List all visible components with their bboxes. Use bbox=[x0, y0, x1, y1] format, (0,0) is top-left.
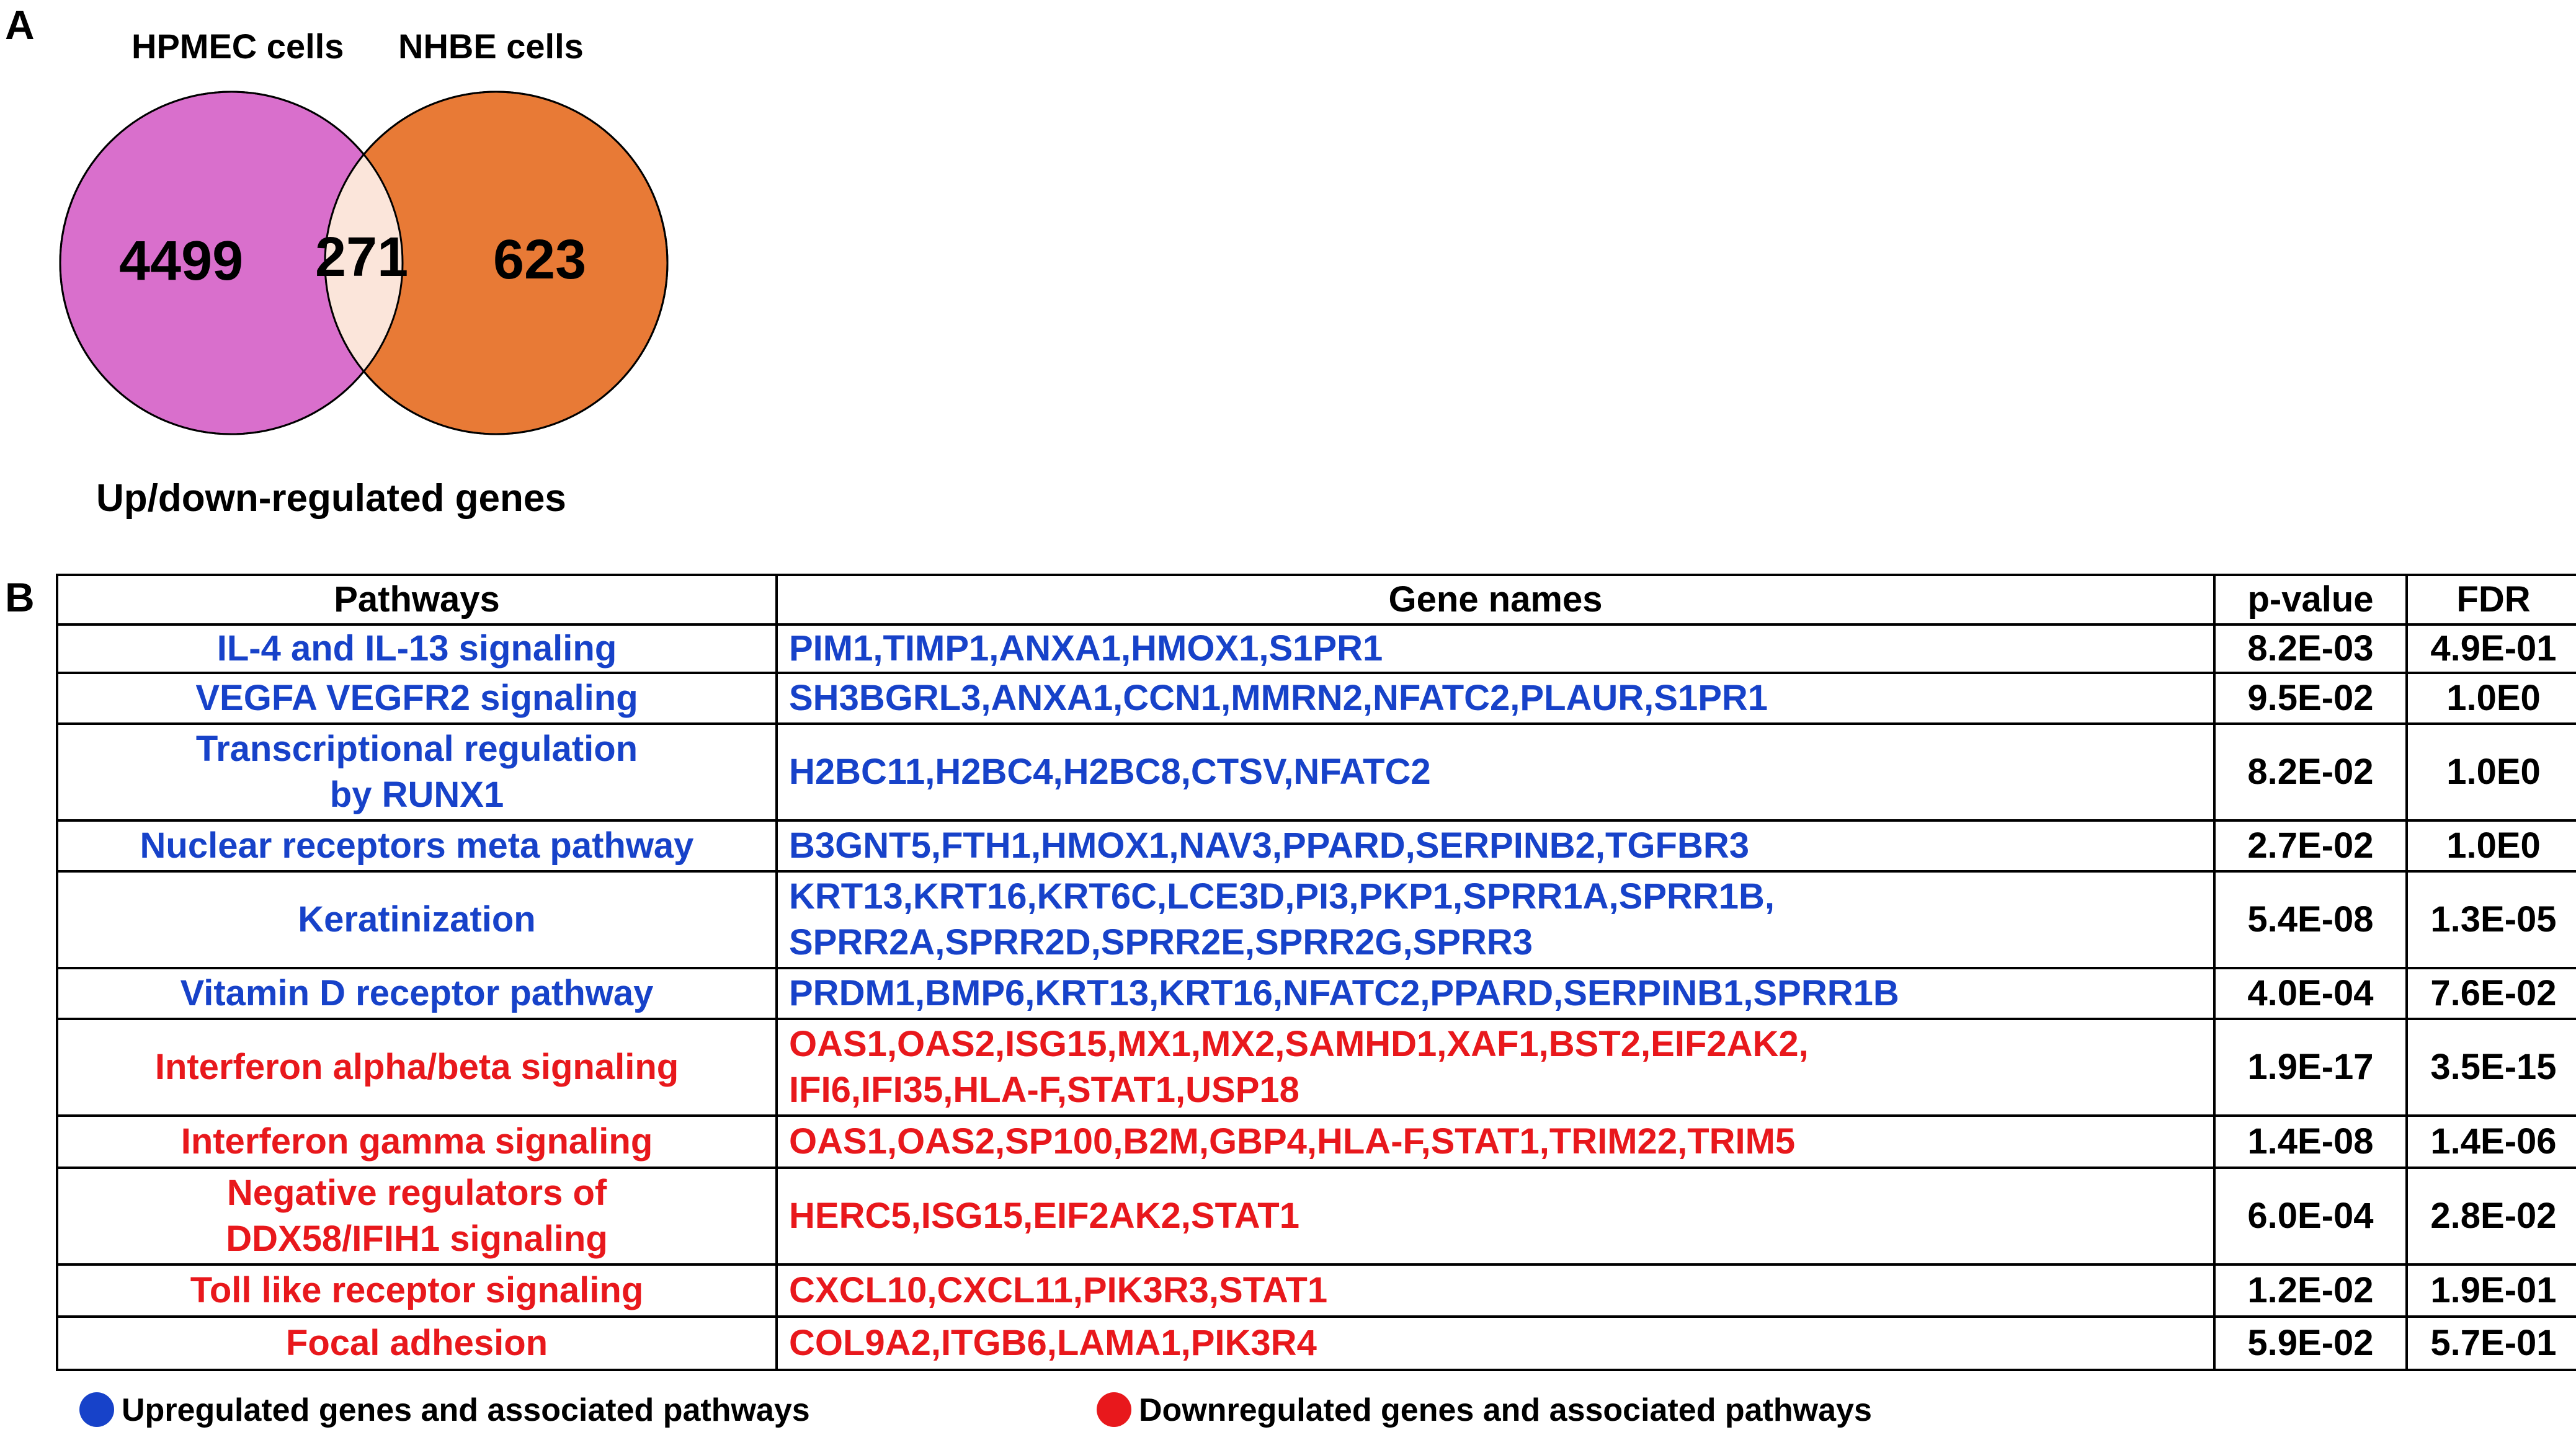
fdr-value: 1.4E-06 bbox=[2407, 1116, 2576, 1168]
header-p-value: p-value bbox=[2214, 575, 2407, 624]
venn-count-hpmec-only: 4499 bbox=[119, 230, 244, 292]
fdr-value: 1.0E0 bbox=[2407, 673, 2576, 724]
table-row bbox=[57, 968, 2576, 1019]
venn-label-hpmec: HPMEC cells bbox=[131, 27, 344, 66]
table-row bbox=[57, 673, 2576, 724]
fdr-value: 4.9E-01 bbox=[2407, 624, 2576, 673]
red-dot-icon bbox=[1097, 1392, 1131, 1427]
gene-names: PIM1,TIMP1,ANXA1,HMOX1,S1PR1 bbox=[777, 624, 2214, 673]
gene-names-line1: OAS1,OAS2,ISG15,MX1,MX2,SAMHD1,XAF1,BST2,EIF2AK2, bbox=[789, 1024, 1809, 1064]
fdr-value: 1.0E0 bbox=[2407, 724, 2576, 820]
fdr-value: 3.5E-15 bbox=[2407, 1019, 2576, 1116]
pathway-name: Vitamin D receptor pathway bbox=[57, 968, 777, 1019]
pathway-name-line2: DDX58/IFIH1 signaling bbox=[226, 1219, 608, 1259]
p-value: 4.0E-04 bbox=[2214, 968, 2407, 1019]
gene-names: PRDM1,BMP6,KRT13,KRT16,NFATC2,PPARD,SERPINB1,SPRR1B bbox=[777, 968, 2214, 1019]
table-row bbox=[57, 1116, 2576, 1168]
gene-names-line2: IFI6,IFI35,HLA-F,STAT1,USP18 bbox=[789, 1070, 1299, 1110]
gene-names: CXCL10,CXCL11,PIK3R3,STAT1 bbox=[777, 1264, 2214, 1317]
pathway-name: Interferon gamma signaling bbox=[57, 1116, 777, 1168]
table-row bbox=[57, 1264, 2576, 1317]
table-row bbox=[57, 1317, 2576, 1370]
pathway-name-line2: by RUNX1 bbox=[329, 775, 504, 815]
gene-names: H2BC11,H2BC4,H2BC8,CTSV,NFATC2 bbox=[777, 724, 2214, 820]
header-pathways: Pathways bbox=[57, 575, 777, 624]
blue-dot-icon bbox=[79, 1392, 114, 1427]
header-gene-names: Gene names bbox=[777, 575, 2214, 624]
pathway-name: VEGFA VEGFR2 signaling bbox=[57, 673, 777, 724]
p-value: 1.9E-17 bbox=[2214, 1019, 2407, 1116]
fdr-value: 1.0E0 bbox=[2407, 820, 2576, 871]
panel-a-letter: A bbox=[5, 2, 35, 48]
gene-names: SH3BGRL3,ANXA1,CCN1,MMRN2,NFATC2,PLAUR,S1PR1 bbox=[777, 673, 2214, 724]
table-row bbox=[57, 1019, 2576, 1116]
legend-downregulated bbox=[1097, 1392, 1872, 1429]
gene-names: B3GNT5,FTH1,HMOX1,NAV3,PPARD,SERPINB2,TGFBR3 bbox=[777, 820, 2214, 871]
fdr-value: 7.6E-02 bbox=[2407, 968, 2576, 1019]
p-value: 8.2E-03 bbox=[2214, 624, 2407, 673]
pathway-table bbox=[56, 574, 2576, 1371]
panel-b-letter: B bbox=[5, 574, 35, 620]
p-value: 2.7E-02 bbox=[2214, 820, 2407, 871]
table-row bbox=[57, 1168, 2576, 1264]
table-row bbox=[57, 871, 2576, 968]
p-value: 1.2E-02 bbox=[2214, 1264, 2407, 1317]
venn-count-nhbe-only: 623 bbox=[493, 229, 587, 291]
fdr-value: 1.3E-05 bbox=[2407, 871, 2576, 968]
pathway-name: Keratinization bbox=[57, 871, 777, 968]
fdr-value: 1.9E-01 bbox=[2407, 1264, 2576, 1317]
gene-names: COL9A2,ITGB6,LAMA1,PIK3R4 bbox=[777, 1317, 2214, 1370]
venn-label-nhbe: NHBE cells bbox=[398, 27, 584, 66]
pathway-name: Focal adhesion bbox=[57, 1317, 777, 1370]
gene-names-line1: KRT13,KRT16,KRT6C,LCE3D,PI3,PKP1,SPRR1A,SPRR1B, bbox=[789, 876, 1775, 917]
gene-names-line2: SPRR2A,SPRR2D,SPRR2E,SPRR2G,SPRR3 bbox=[789, 922, 1533, 962]
legend-up-label: Upregulated genes and associated pathways bbox=[122, 1392, 810, 1428]
pathway-name-line1: Transcriptional regulation bbox=[195, 729, 638, 769]
gene-names: OAS1,OAS2,SP100,B2M,GBP4,HLA-F,STAT1,TRIM22,TRIM5 bbox=[777, 1116, 2214, 1168]
gene-names bbox=[777, 871, 2214, 968]
pathway-name bbox=[57, 724, 777, 820]
p-value: 1.4E-08 bbox=[2214, 1116, 2407, 1168]
pathway-name: IL-4 and IL-13 signaling bbox=[57, 624, 777, 673]
pathway-name-line1: Negative regulators of bbox=[226, 1173, 607, 1213]
p-value: 6.0E-04 bbox=[2214, 1168, 2407, 1264]
pathway-name: Nuclear receptors meta pathway bbox=[57, 820, 777, 871]
fdr-value: 2.8E-02 bbox=[2407, 1168, 2576, 1264]
venn-count-overlap: 271 bbox=[315, 226, 409, 288]
p-value: 5.4E-08 bbox=[2214, 871, 2407, 968]
legend-down-label: Downregulated genes and associated pathways bbox=[1139, 1392, 1872, 1428]
header-fdr: FDR bbox=[2407, 575, 2576, 624]
p-value: 5.9E-02 bbox=[2214, 1317, 2407, 1370]
table-row bbox=[57, 820, 2576, 871]
pathway-name bbox=[57, 1168, 777, 1264]
table-row bbox=[57, 724, 2576, 820]
p-value: 8.2E-02 bbox=[2214, 724, 2407, 820]
pathway-name: Toll like receptor signaling bbox=[57, 1264, 777, 1317]
gene-names: HERC5,ISG15,EIF2AK2,STAT1 bbox=[777, 1168, 2214, 1264]
venn-caption: Up/down-regulated genes bbox=[96, 477, 566, 520]
table-header-row bbox=[57, 575, 2576, 624]
pathway-name: Interferon alpha/beta signaling bbox=[57, 1019, 777, 1116]
gene-names bbox=[777, 1019, 2214, 1116]
fdr-value: 5.7E-01 bbox=[2407, 1317, 2576, 1370]
legend-upregulated bbox=[79, 1392, 810, 1429]
p-value: 9.5E-02 bbox=[2214, 673, 2407, 724]
table-row bbox=[57, 624, 2576, 673]
